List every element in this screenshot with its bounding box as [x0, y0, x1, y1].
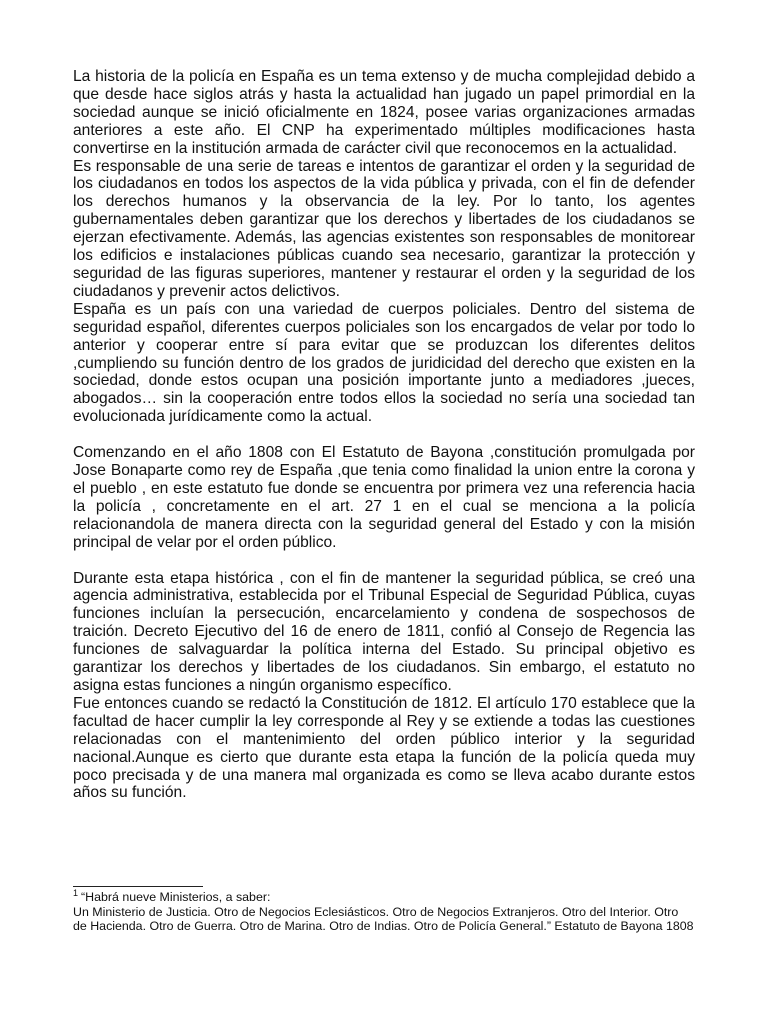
paragraph-responsibilities: Es responsable de una serie de tareas e intentos de garantizar el orden y la seguridad de los ciudadanos en todos los aspectos de la vida pública y privada, con el fin de defender los derechos humanos y la observancia de la ley. Por lo tanto, los agentes gubernamentales deben garantizar que los derechos y libertades de los ciudadanos se ejerzan efectivamente. Además, las agencias existentes son responsables de monitorear los edificios e instalaciones públicas cuando sea necesario, garantizar la protección y seguridad de las figuras superiores, mantener y restaurar el orden y la seguridad de los ciudadanos y prevenir actos delictivos. — [73, 157, 695, 300]
paragraph-intro: La historia de la policía en España es un tema extenso y de mucha complejidad debido a que desde hace siglos atrás y hasta la actualidad han jugado un papel primordial en la sociedad aunque se inició oficialmente en 1824, posee varias organizaciones armadas anteriores a este año. El CNP ha experimentado múltiples modificaciones hasta convertirse en la institución armada de carácter civil que reconocemos en la actualidad. — [73, 68, 695, 157]
paragraph-historical-stage: Durante esta etapa histórica , con el fin de mantener la seguridad pública, se creó una agencia administrativa, establecida por el Tribunal Especial de Seguridad Pública, cuyas funciones incluían la persecución, encarcelamiento y condena de sospechosos de traición. Decreto Ejecutivo del 16 de enero de 1811, confió al Consejo de Regencia las funciones de salvaguardar la política interna del Estado. Su principal objetivo es garantizar los derechos y libertades de los ciudadanos. Sin embargo, el estatuto no asigna estas funciones a ningún organismo específico. — [73, 569, 695, 694]
footnote-heading — [73, 887, 695, 905]
document-body — [73, 68, 695, 802]
paragraph-police-bodies: España es un país con una variedad de cuerpos policiales. Dentro del sistema de seguridad español, diferentes cuerpos policiales son los encargados de velar por todo lo anterior y cooperar entre sí para evitar que se produzcan los diferentes delitos ,cumpliendo su función dentro de los grados de juridicidad del derecho que existen en la sociedad, donde estos ocupan una posición importante junto a mediadores ,jueces, abogados… sin la cooperación entre todos ellos la sociedad no sería una sociedad tan evolucionada jurídicamente como la actual. — [73, 300, 695, 426]
footnote-text: Un Ministerio de Justicia. Otro de Negocios Eclesiásticos. Otro de Negocios Extranjeros. Otro del Interior. Otro de Hacienda. Otro de Guerra. Otro de Marina. Otro de Indias. Otro de Policía General.” Estatuto de Bayona 1808 — [73, 904, 694, 934]
footnote-section — [73, 886, 695, 934]
paragraph-bayona-statute: Comenzando en el año 1808 con El Estatuto de Bayona ,constitución promulgada por Jose Bonaparte como rey de España ,que tenia como finalidad la union entre la corona y el pueblo , en este estatuto fue donde se encuentra por primera vez una referencia hacia la policía , concretamente en el art. 27 1 en el cual se menciona a la policía relacionandola de manera directa con la seguridad general del Estado y con la misión principal de velar por el orden público. — [73, 444, 695, 551]
footnote-line-1: “Habrá nueve Ministerios, a saber: — [81, 890, 271, 904]
footnote-marker: 1 — [73, 887, 79, 898]
footnote-divider — [73, 886, 203, 887]
paragraph-constitution-1812: Fue entonces cuando se redactó la Constitución de 1812. El artículo 170 establece que la facultad de hacer cumplir la ley corresponde al Rey y se extiende a todas las cuestiones relacionadas con el mantenimiento del orden público interior y la seguridad nacional.Aunque es cierto que durante esta etapa la función de la policía queda muy poco precisada y de una manera mal organizada es como se lleva acabo durante estos años su función. — [73, 694, 695, 802]
